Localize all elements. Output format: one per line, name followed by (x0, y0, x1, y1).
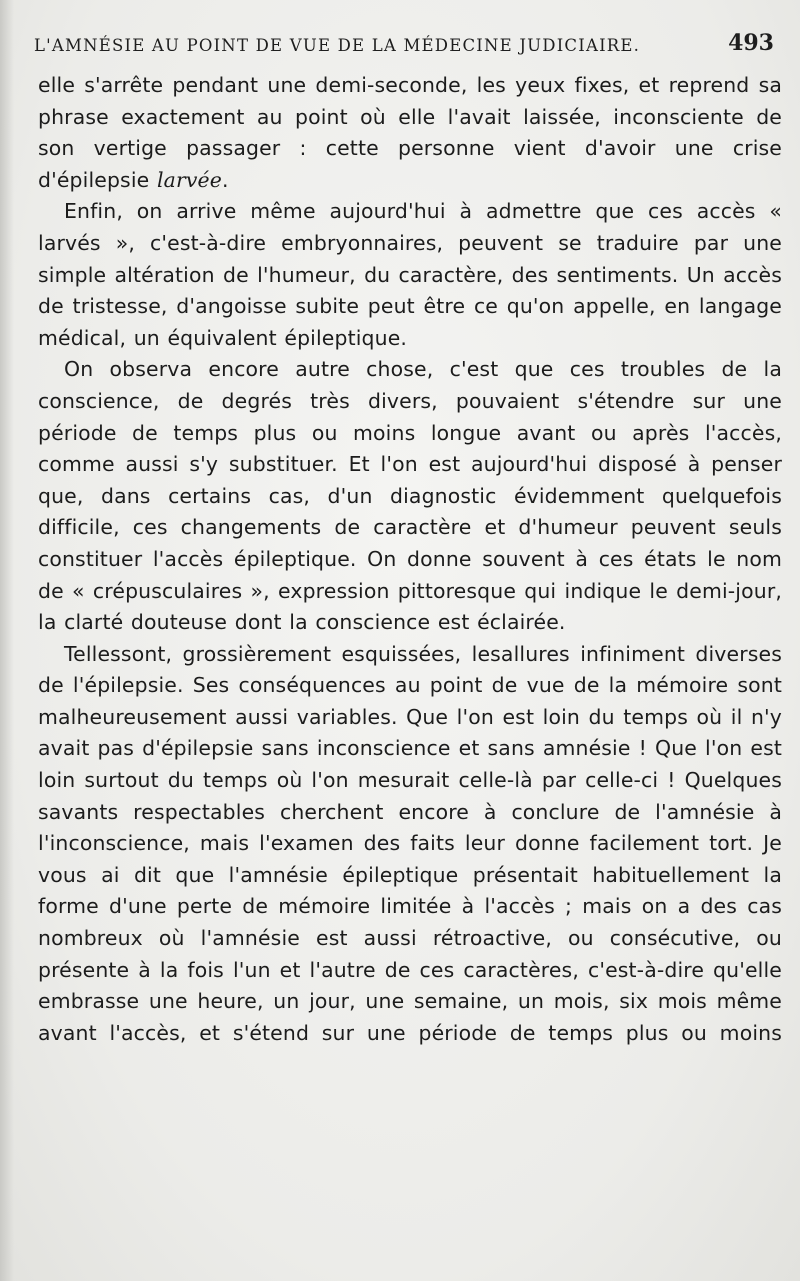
body-text (38, 70, 782, 1049)
page-number: 493 (728, 30, 774, 56)
paragraph-1-end: . (221, 167, 229, 192)
paragraph-2: Enfin, on arrive même aujourd'hui à admettre que ces accès « larvés », c'est-à-dire embryonnaires, peuvent se traduire par une simple altération de l'humeur, du caractère, des sentiments. Un accès de tristesse, d'angoisse subite peut être ce qu'on appelle, en langage médical, un équivalent épileptique. (38, 199, 782, 350)
spine-shadow (0, 0, 14, 1281)
running-title: L'AMNÉSIE AU POINT DE VUE DE LA MÉDECINE JUDICIAIRE. (34, 36, 641, 55)
paragraph-1-text: elle s'arrête pendant une demi-seconde, les yeux fixes, et reprend sa phrase exactement au point où elle l'avait laissée, inconsciente de son vertige passager : cette personne vient d'avoir une crise d'épilepsie (38, 73, 782, 192)
paragraph-3: On observa encore autre chose, c'est que ces troubles de la conscience, de degrés très divers, pouvaient s'étendre sur une période de temps plus ou moins longue avant ou après l'accès, comme aussi s'y substituer. Et l'on est aujourd'hui disposé à penser que, dans certains cas, d'un diagnostic évidemment quelquefois difficile, ces changements de caractère et d'humeur peuvent seuls constituer l'accès épileptique. On donne souvent à ces états le nom de « crépusculaires », expression pittoresque qui indique le demi-jour, la clarté douteuse dont la conscience est éclairée. (38, 357, 782, 635)
running-head (34, 30, 774, 62)
paragraph-4: Tellessont, grossièrement esquissées, lesallures infiniment diverses de l'épilepsie. Ses conséquences au point de vue de la mémoire sont malheureusement aussi variables. Que l'on est loin du temps où il n'y avait pas d'épilepsie sans inconscience et sans amnésie ! Que l'on est loin surtout du temps où l'on mesurait celle-là par celle-ci ! Quelques savants respectables cherchent encore à conclure de l'amnésie à l'inconscience, mais l'examen des faits leur donne facilement tort. Je vous ai dit que l'amnésie épileptique présentait habituellement la forme d'une perte de mémoire limitée à l'accès ; mais on a des cas nombreux où l'amnésie est aussi rétroactive, ou consécutive, ou présente à la fois l'un et l'autre de ces caractères, c'est-à-dire qu'elle embrasse une heure, un jour, une semaine, un mois, six mois même avant l'accès, et s'étend sur une période de temps plus ou moins (38, 641, 782, 1045)
italic-term: larvée (156, 167, 222, 192)
paragraph-1 (38, 70, 782, 196)
